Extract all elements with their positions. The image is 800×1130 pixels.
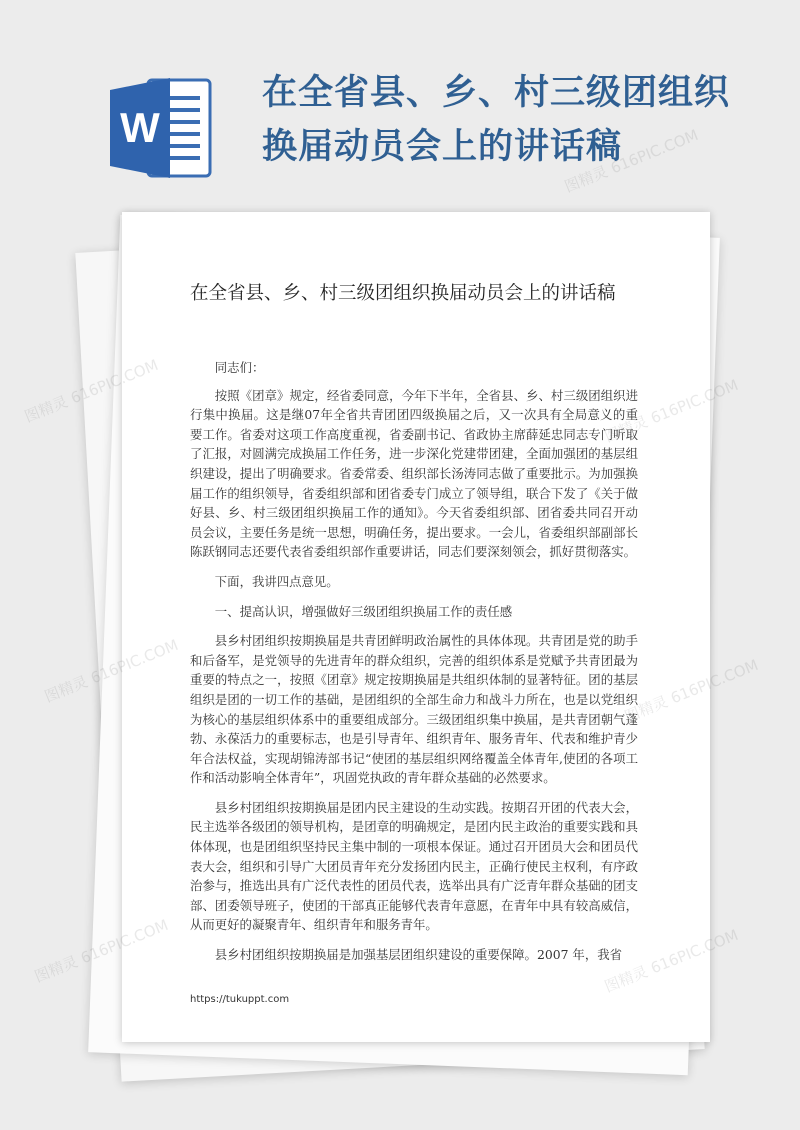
watermark-text: 图精灵 616PIC.COM [561, 125, 701, 196]
paragraph-2: 县乡村团组织按期换届是团内民主建设的生动实践。按期召开团的代表大会，民主选举各级团的领导机构，是团章的明确规定，是团内民主政治的重要实践和具体体现，也是团组织坚持民主集中制的一项根本保证。通过召开团员大会和团员代表大会，组织和引导广大团员青年充分发扬团内民主，正确行使民主权利，有序政治参与，推选出具有广泛代表性的团员代表，选举出具有广泛青年群众基础的团支部、团委领导班子，使团的干部真正能够代表青年意愿，在青年中具有较高威信，从而更好的凝聚青年、组织青年和服务青年。 [190, 799, 638, 933]
salutation: 同志们： [214, 360, 265, 375]
hero-title-line2: 换届动员会上的讲话稿 [262, 127, 623, 167]
section-heading-1: 一、提高认识，增强做好三级团组织换届工作的责任感 [214, 603, 513, 619]
word-document-icon [110, 72, 214, 184]
paragraph-intro: 按照《团章》规定，经省委同意，今年下半年，全省县、乡、村三级团组织进行集中换届。这是继07年全省共青团团四级换届之后，又一次具有全局意义的重要工作。省委对这项工作高度重视，省委副书记、省政协主席薛延忠同志专门听取了汇报，对圆满完成换届工作任务，进一步深化党建带团建，全面加强团的基层组织建设，提出了明确要求。省委常委、组织部长汤涛同志做了重要批示。为加强换届工作的组织领导，省委组织部和团省委专门成立了领导组，联合下发了《关于做好县、乡、村三级团组织换届工作的通知》。今天省委组织部、团省委共同召开动员会议，主要任务是统一思想，明确任务，提出要求。一会儿，省委组织部副部长陈跃钢同志还要代表省委组织部作重要讲话，同志们要深刻领会，抓好贯彻落实。 [190, 387, 638, 560]
footer-url: https://tukuppt.com [190, 994, 290, 1005]
watermark-text: 图精灵 [41, 672, 91, 706]
logo-letter: W [120, 104, 160, 151]
document-body [190, 358, 638, 975]
document-page [122, 212, 710, 1042]
hero-title [262, 66, 742, 174]
watermark-text: 图精灵 [21, 392, 71, 426]
paragraph-3: 县乡村团组织按期换届是加强基层团组织建设的重要保障。2007 年，我省 [214, 947, 622, 963]
hero-banner [0, 0, 800, 220]
watermark-text: 616PIC.COM [668, 655, 761, 708]
paragraph-outline: 下面，我讲四点意见。 [214, 573, 339, 589]
hero-title-line1: 在全省县、乡、村三级团组织 [262, 73, 731, 113]
paragraph-1: 县乡村团组织按期换届是共青团鲜明政治属性的具体体现。共青团是党的助手和后备军，是党领导的先进青年的群众组织，完善的组织体系是党赋予共青团最为重要的特点之一，按照《团章》规定按期换届是共组织体制的显著特征。团的基层组织是团的一切工作的基础，是团组织的全部生命力和战斗力所在，也是以党组织为核心的基层组织体系中的重要组成部分。三级团组织集中换届，是共青团朝气蓬勃、永葆活力的重要标志，也是引导青年、组织青年、服务青年、代表和维护青少年合法权益，实现胡锦涛部书记“使团的基层组织网络覆盖全体青年,使团的各项工作和活动影响全体青年”，巩固党执政的青年群众基础的必然要求。 [190, 633, 638, 786]
watermark-text: 图精灵 [31, 952, 81, 986]
document-title: 在全省县、乡、村三级团组织换届动员会上的讲话稿 [190, 283, 616, 304]
